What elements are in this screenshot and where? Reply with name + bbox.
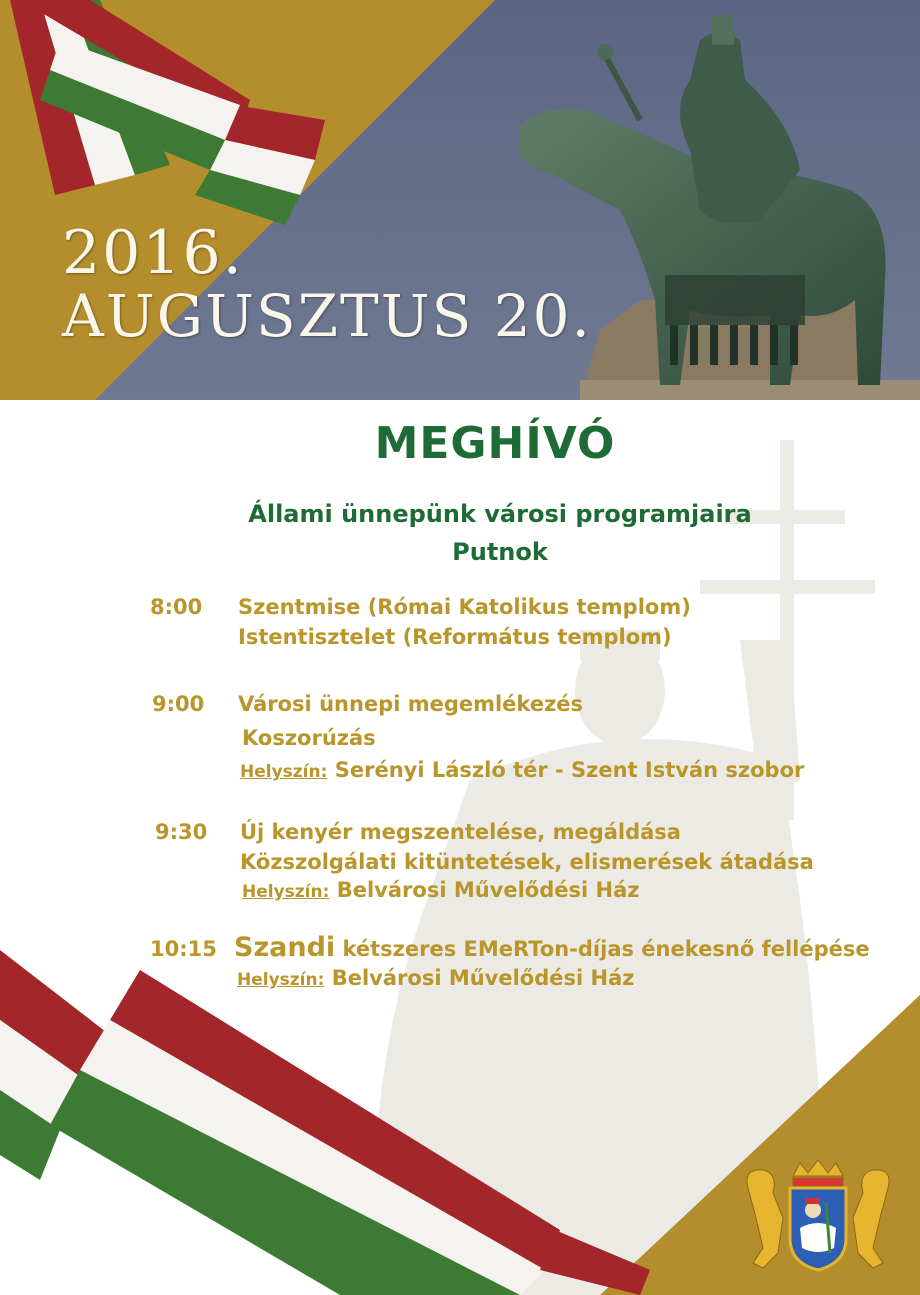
performer-name: Szandi xyxy=(234,932,336,963)
subtitle: Állami ünnepünk városi programjaira xyxy=(248,500,752,528)
location-value: Belvárosi Művelődési Ház xyxy=(331,966,635,990)
coat-of-arms xyxy=(738,1158,898,1278)
program-line: Új kenyér megszentelése, megáldása xyxy=(240,820,681,844)
location-value: Belvárosi Művelődési Ház xyxy=(336,878,640,902)
location-label: Helyszín: xyxy=(242,882,330,902)
date-year: 2016. xyxy=(62,218,244,288)
page-title: MEGHÍVÓ xyxy=(374,418,616,469)
program-time: 10:15 xyxy=(150,937,217,961)
program-location xyxy=(242,878,640,902)
date-month-day: AUGUSZTUS 20. xyxy=(62,282,592,350)
program-time: 8:00 xyxy=(150,595,203,619)
location-label: Helyszín: xyxy=(240,762,328,782)
program-line: Szentmise (Római Katolikus templom) xyxy=(238,595,691,619)
program-time: 9:30 xyxy=(155,820,208,844)
program-line: Városi ünnepi megemlékezés xyxy=(238,692,584,716)
program-location xyxy=(240,758,804,782)
location-label: Helyszín: xyxy=(237,970,325,990)
location-value: Serényi László tér - Szent István szobor xyxy=(334,758,805,782)
town-name: Putnok xyxy=(452,538,548,566)
program-line: Koszorúzás xyxy=(242,726,376,750)
program-line: Istentisztelet (Református templom) xyxy=(238,625,672,649)
program-time: 9:00 xyxy=(152,692,205,716)
program-line: Közszolgálati kitüntetések, elismerések átadása xyxy=(240,850,814,874)
hero-banner xyxy=(0,0,920,400)
performer-description: kétszeres EMeRTon-díjas énekesnő fellépése xyxy=(342,937,870,961)
flag-ribbon-bottom xyxy=(0,950,650,1295)
